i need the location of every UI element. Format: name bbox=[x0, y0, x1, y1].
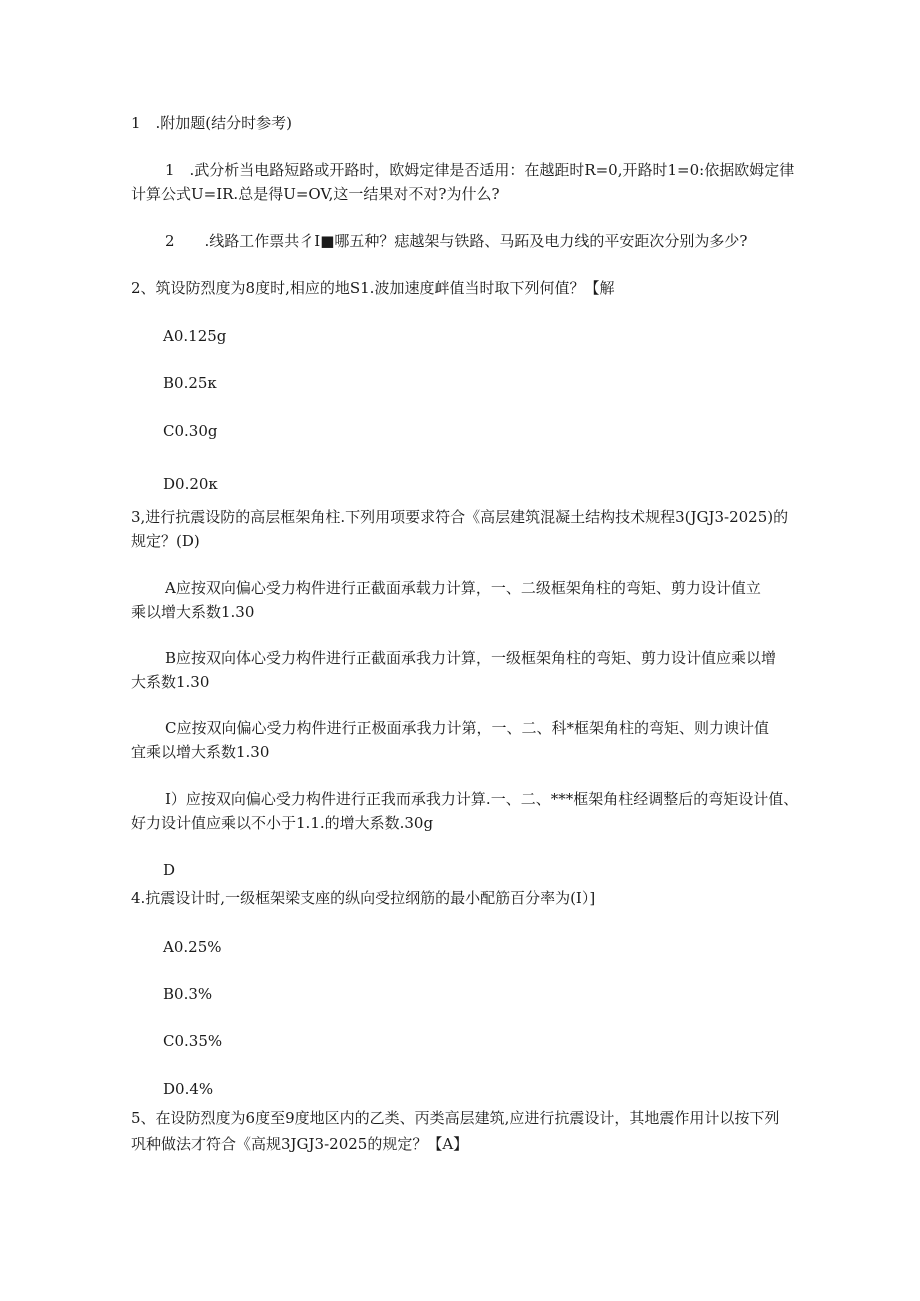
question-2-option-a: A0.125g bbox=[163, 327, 227, 345]
question-3-stem-line1: 3,进行抗震设防的高层框架角柱.下列用项要求符合《高层建筑混凝土结构技术规程3(JGJ3-2025)的 bbox=[131, 508, 789, 526]
question-2-stem: 2、筑设防烈度为8度时,相应的地S1.波加速度衅值当时取下列何值？【解 bbox=[131, 279, 615, 297]
question-3-stem-line2: 规定？(D) bbox=[131, 532, 200, 550]
question-4-stem: 4.抗震设计时,一级框架梁支座的纵向受拉纲筋的最小配筋百分率为(I）] bbox=[131, 889, 596, 907]
question-3-option-c-line2: 宜乘以增大系数1.30 bbox=[131, 743, 270, 761]
question-4-option-b: B0.3% bbox=[163, 985, 213, 1003]
question-4-option-c: C0.35% bbox=[163, 1032, 223, 1050]
question-1-sub2: 2 .线路工作票共彳I■哪五种？痣越架与铁路、马跖及电力线的平安距次分别为多少? bbox=[165, 232, 748, 250]
question-2-option-c: C0.30g bbox=[163, 422, 218, 440]
question-3-option-b-line2: 大系数1.30 bbox=[131, 673, 210, 691]
question-1-sub1-line1: 1 .武分析当电路短路或开路时，欧姆定律是否适用：在越距时R=0,开路时1=0:依据欧姆定律 bbox=[165, 161, 795, 179]
question-1-sub1-line2: 计算公式U=IR.总是得U=OV,这一结果对不对?为什么? bbox=[131, 185, 500, 203]
question-1-heading: 1 .附加题(结分时参考) bbox=[131, 114, 293, 132]
question-3-option-d-line1: I）应按双向偏心受力构件进行正我而承我力计算.一、二、***框架角柱经调整后的弯矩设计值、 bbox=[165, 790, 799, 808]
question-3-option-d-line2: 好力设计值应乘以不小于1.1.的增大系数.30g bbox=[131, 814, 434, 832]
question-4-option-d: D0.4% bbox=[163, 1080, 214, 1098]
question-5-stem-line2: 巩种做法才符合《高规3JGJ3-2025的规定？【A】 bbox=[131, 1135, 469, 1153]
question-3-option-b-line1: B应按双向体心受力构件进行正截面承我力计算，一级框架角柱的弯矩、剪力设计值应乘以增 bbox=[165, 649, 777, 667]
question-2-option-b: B0.25κ bbox=[163, 374, 217, 392]
question-5-stem-line1: 5、在设防烈度为6度至9度地区内的乙类、丙类高层建筑,应进行抗震设计，其地震作用计以按下列 bbox=[131, 1109, 780, 1127]
question-3-option-a-line1: A应按双向偏心受力构件进行正截面承载力计算，一、二级框架角柱的弯矩、剪力设计值立 bbox=[165, 579, 761, 597]
question-3-option-a-line2: 乘以增大系数1.30 bbox=[131, 603, 255, 621]
question-2-option-d: D0.20κ bbox=[163, 475, 218, 493]
question-3-option-c-line1: C应按双向偏心受力构件进行正极面承我力计第，一、二、科*框架角柱的弯矩、则力谀计值 bbox=[165, 719, 769, 737]
question-3-answer: D bbox=[163, 861, 176, 879]
question-4-option-a: A0.25% bbox=[163, 938, 222, 956]
